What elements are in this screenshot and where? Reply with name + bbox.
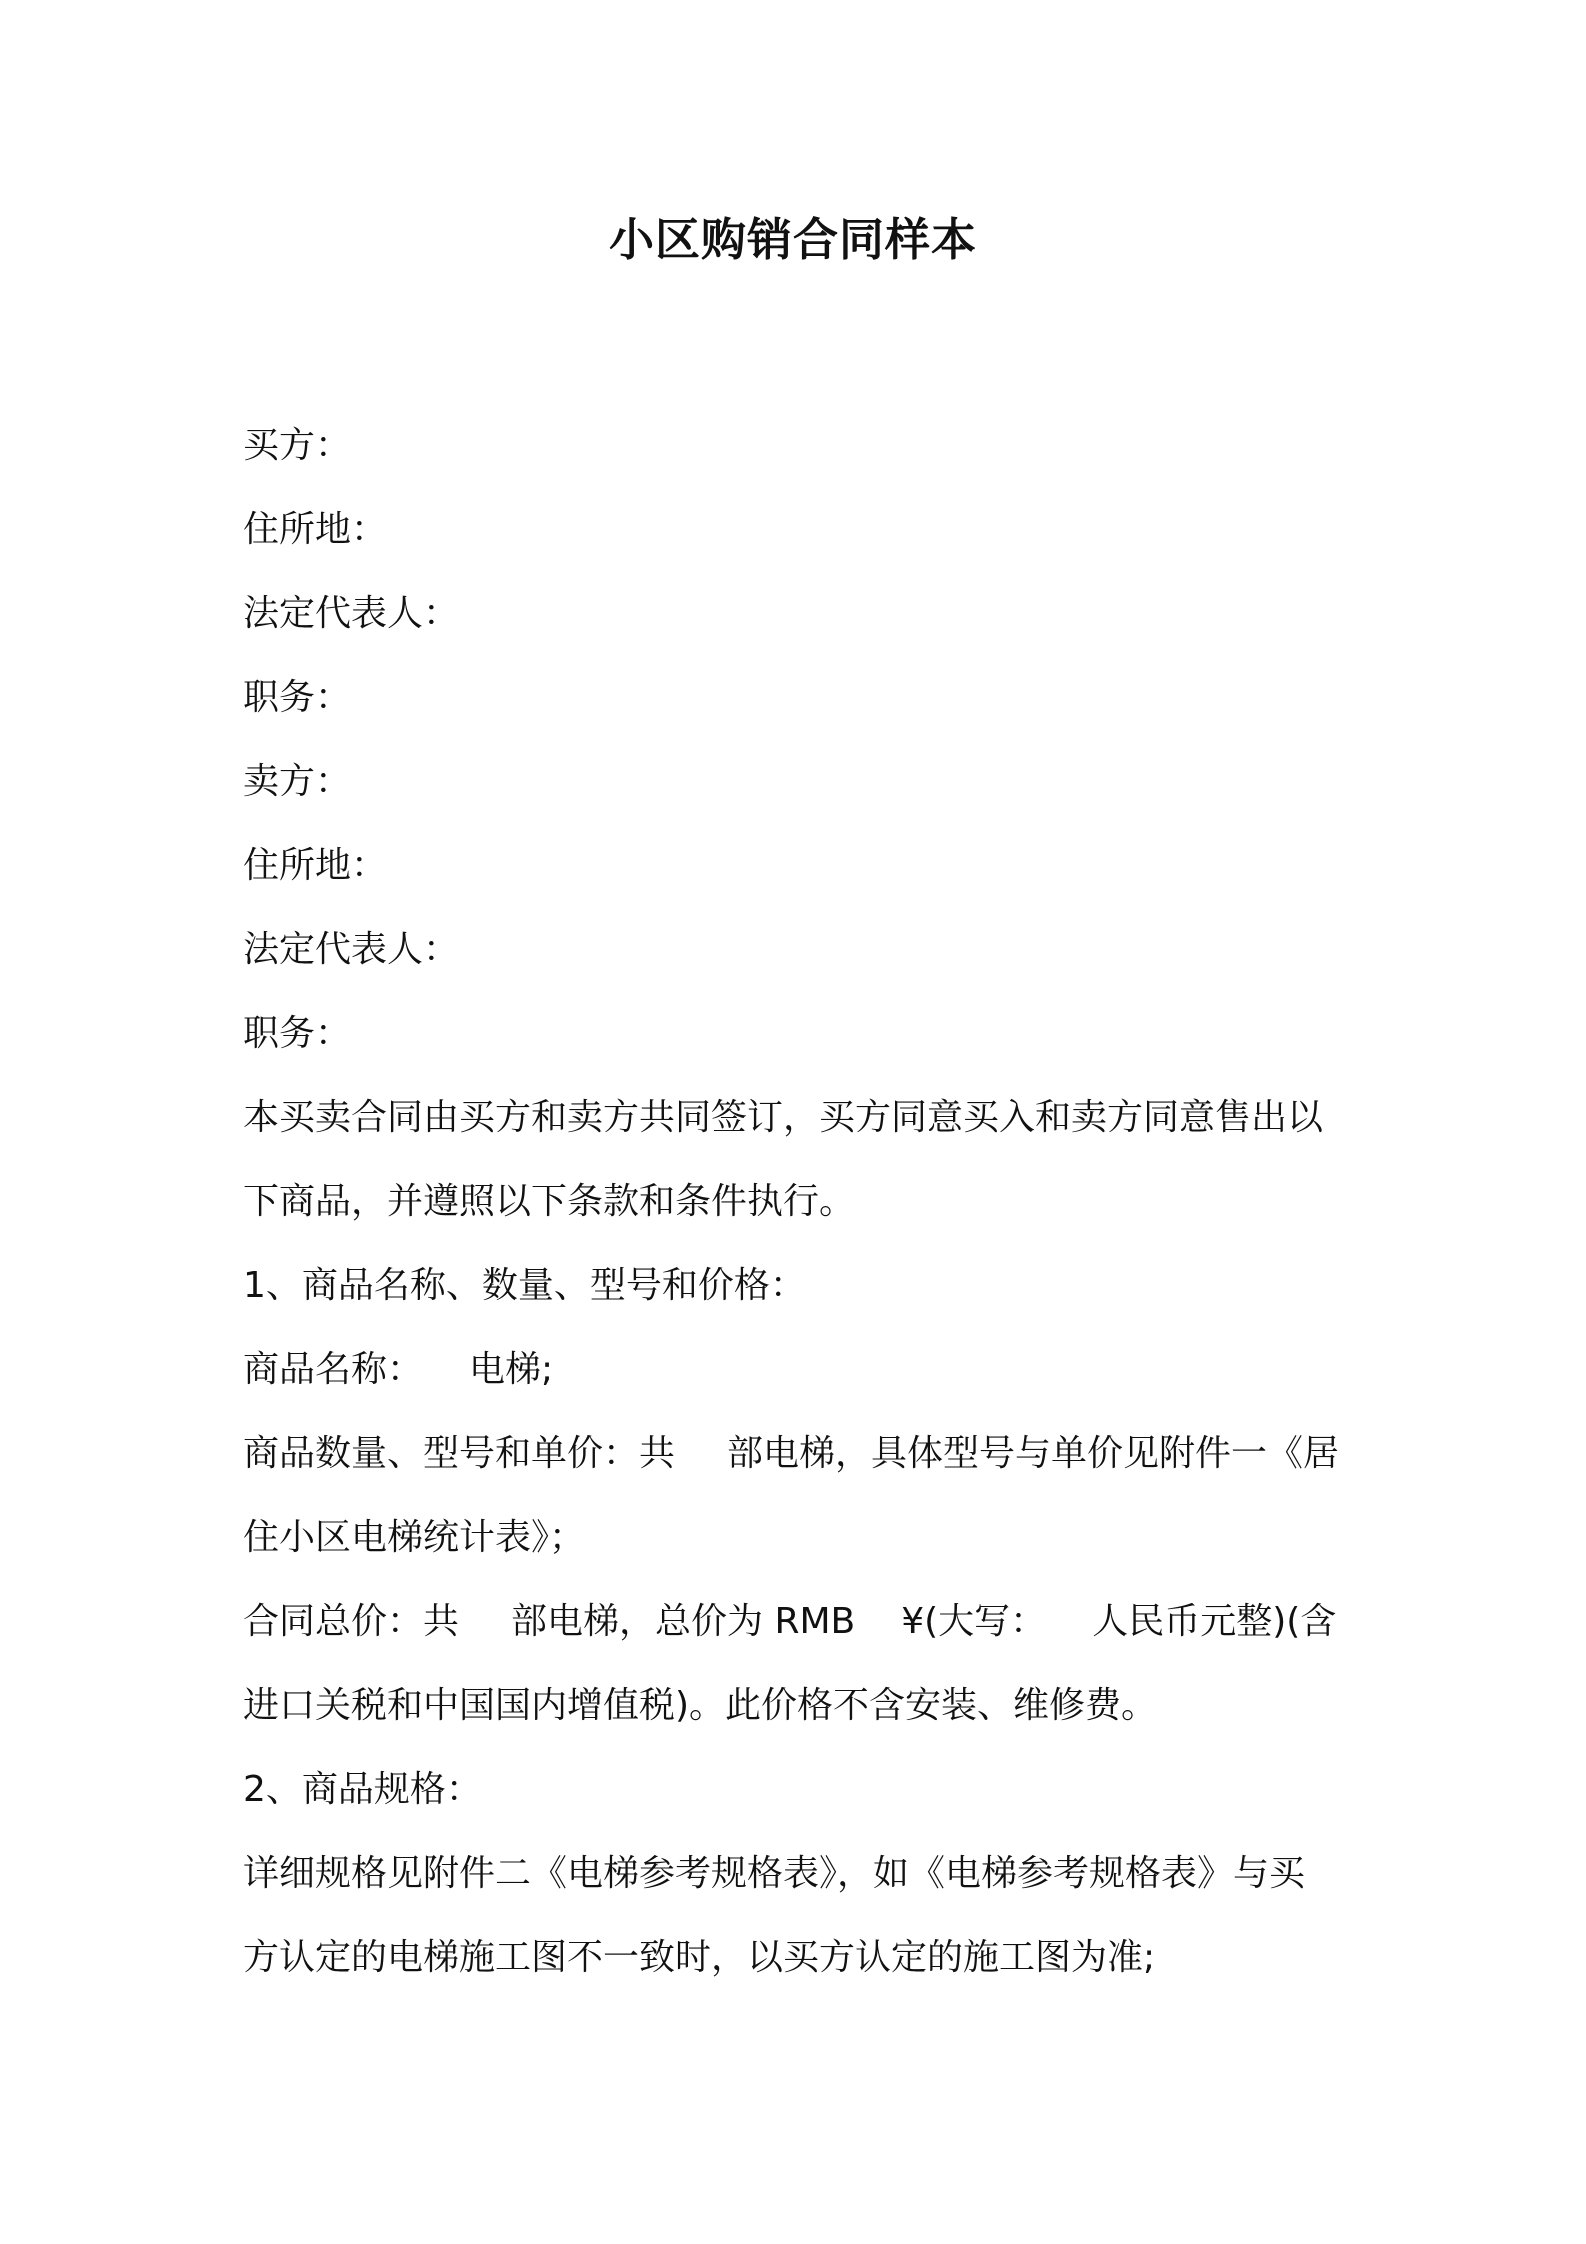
- document-title: 小区购销合同样本: [608, 213, 977, 266]
- total-text-c: ¥(大写：: [901, 1601, 1047, 1642]
- product-name-value: 电梯;: [469, 1349, 554, 1390]
- buyer-rep-label: 法定代表人：: [243, 593, 460, 634]
- spec-line-1: 详细规格见附件二《电梯参考规格表》，如《电梯参考规格表》与买: [243, 1853, 1306, 1894]
- intro-line-2: 下商品，并遵照以下条款和条件执行。: [243, 1181, 856, 1222]
- document-body: [243, 404, 1353, 2000]
- seller-rep-label: 法定代表人：: [243, 929, 460, 970]
- total-price-line-2: 进口关税和中国国内增值税)。此价格不含安装、维修费。: [243, 1685, 1158, 1726]
- product-name-line: [243, 1328, 1353, 1412]
- buyer-label: 买方：: [243, 425, 352, 466]
- total-price-line-1: [243, 1580, 1353, 1664]
- qty-text-a: 商品数量、型号和单价：共: [243, 1433, 676, 1474]
- section2-heading: 2、商品规格：: [243, 1769, 482, 1810]
- total-text-d: 人民币元整)(含: [1092, 1601, 1337, 1642]
- total-text-b: 部电梯，总价为 RMB: [511, 1601, 856, 1642]
- buyer-position-label: 职务：: [243, 677, 352, 718]
- seller-position-label: 职务：: [243, 1013, 352, 1054]
- total-text-a: 合同总价：共: [243, 1601, 460, 1642]
- product-qty-line-1: [243, 1412, 1353, 1496]
- product-name-label: 商品名称：: [243, 1349, 424, 1390]
- seller-address-label: 住所地：: [243, 845, 388, 886]
- intro-line-1: 本买卖合同由买方和卖方共同签订，买方同意买入和卖方同意售出以: [243, 1097, 1324, 1138]
- buyer-address-label: 住所地：: [243, 509, 388, 550]
- seller-label: 卖方：: [243, 761, 352, 802]
- spec-line-2: 方认定的电梯施工图不一致时，以买方认定的施工图为准;: [243, 1937, 1156, 1978]
- section1-heading: 1、商品名称、数量、型号和价格：: [243, 1265, 806, 1306]
- product-qty-line-2: 住小区电梯统计表》；: [243, 1517, 586, 1558]
- qty-text-b: 部电梯，具体型号与单价见附件一《居: [727, 1433, 1340, 1474]
